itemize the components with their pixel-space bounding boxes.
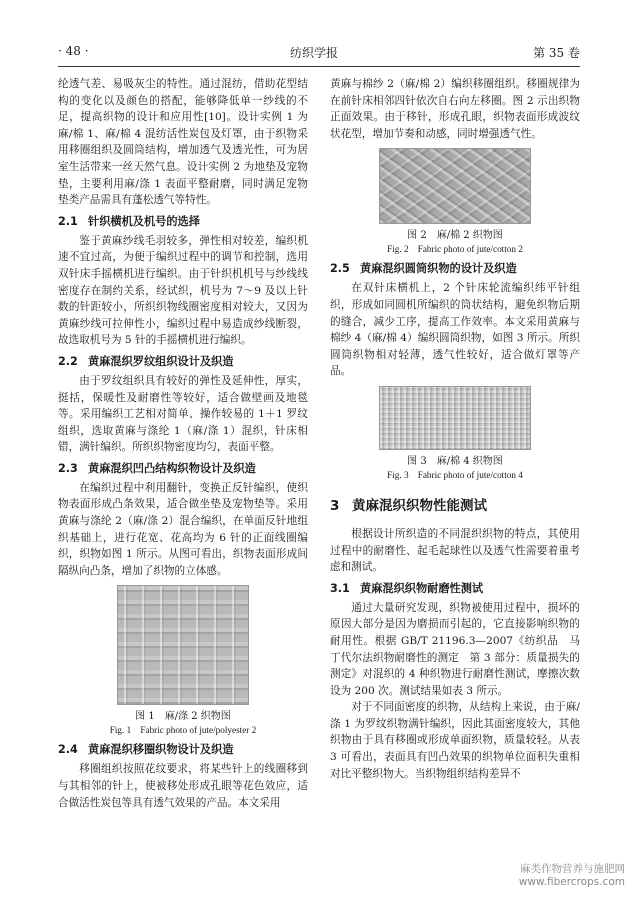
section-heading-2-1: 2.1 针织横机及机号的选择 xyxy=(58,214,200,228)
intro-paragraph: 纶透气差、易吸灰尘的特性。通过混纺，借助花型结构的变化以及颜色的搭配，能够降低单一纱线的不足，提高织物的设计和应用性[10]。设计实例 1 为麻/棉 1、麻/棉 4 混纺活性炭包及灯罩，由于织物采用移圈组织及圆筒结构，增加透气及透光性，可为居室生活带来一丝天然气息。设计实例 2 为地垫及宠物垫，主要利用麻/涤 1 表面平整耐磨，同时满足宠物垫类产品需具有蓬松透气等特性。 xyxy=(58,78,308,207)
section-2-5-paragraph: 在双针床横机上，2 个针床轮流编织纬平针组织，形成如同圆机所编织的筒状结构，避免织物后期的缝合，减少工序，提高工作效率。本文采用黄麻与棉纱 4（麻/棉 4）编织圆筒织物，如图 3 所示。所织圆筒织物相对轻薄，透气性较好，适合做灯罩等产品。 xyxy=(330,282,580,378)
section-2-4-paragraph: 移圈组织按照花纹要求，将某些针上的线圈移到与其相邻的针上，使被移处形成孔眼等花色效应，适合做活性炭包等具有透气效果的产品。本文采用 xyxy=(58,763,308,809)
figure-2-caption-en: Fig. 2 Fabric photo of jute/cotton 2 xyxy=(387,244,523,255)
watermark-url: www.fibercrops.com xyxy=(518,876,625,888)
figure-1-photo xyxy=(117,585,249,705)
section-2-1-paragraph: 鉴于黄麻纱线毛羽较多，弹性相对较差，编织机速不宜过高，为便于编织过程中的调节和控制，选用双针床手摇横机进行编织。由于针织机机号与纱线线密度存在制约关系，经试织，机号为 7～9 及以上针数的针距较小，所织织物线圈密度相对较大，又因为黄麻纱线可拉伸性小，编织过程中易造成纱线断裂，故选取机号为 5 针的手摇横机进行编织。 xyxy=(58,234,308,347)
section-2-4-continued: 黄麻与棉纱 2（麻/棉 2）编织移圈组织。移圈规律为在前针床相邻四针依次自右向左移圈。图 2 示出织物正面效果。由于移针，形成孔眼，织物表面形成波纹状花型，增加节奏和动感，同时增强透气性。 xyxy=(330,78,580,140)
figure-2-caption-cn: 图 2 麻/棉 2 织物图 xyxy=(407,230,503,242)
figure-2-photo xyxy=(379,148,531,224)
section-3-paragraph: 根据设计所织造的不同混织织物的特点，其使用过程中的耐磨性、起毛起球性以及透气性需要着重考虑和测试。 xyxy=(330,527,580,574)
figure-3-photo xyxy=(379,386,531,450)
page-number: · 48 · xyxy=(58,44,89,58)
section-heading-2-4: 2.4 黄麻混织移圈织物设计及织造 xyxy=(58,743,234,757)
section-2-3-paragraph: 在编织过程中利用翻针，变换正反针编织，使织物表面形成凸条效果，适合做坐垫及宠物垫等。采用黄麻与涤纶 2（麻/涤 2）混合编织，在单面反针地组织基础上，进行花宽、花高均为 6 针的正面线圈编织，织物如图 1 所示。从图可看出，织物表面形成间隔纵向凸条，增加了织物的立体感。 xyxy=(58,481,308,577)
volume-label: 第 35 卷 xyxy=(533,46,580,60)
figure-3-caption-en: Fig. 3 Fabric photo of jute/cotton 4 xyxy=(387,469,523,480)
watermark-title: 麻类作物营养与施肥网 xyxy=(520,863,625,875)
watermark xyxy=(519,863,625,889)
section-3-1-paragraph-2: 对于不同面密度的织物，从结构上来说，由于麻/涤 1 为罗纹织物满针编织，因此其面密度较大，其他织物由于具有移圈或形成单面织物，质量较轻。从表 3 可看出，表面具有凹凸效果的织物单位面积失重相对比平整织物大。当织物组织结构差异不 xyxy=(330,701,580,780)
section-heading-2-2: 2.2 黄麻混织罗纹组织设计及织造 xyxy=(58,354,234,368)
section-heading-2-3: 2.3 黄麻混织凹凸结构织物设计及织造 xyxy=(58,461,256,475)
figure-1-caption-en: Fig. 1 Fabric photo of jute/polyester 2 xyxy=(109,725,257,736)
figure-2 xyxy=(330,148,580,256)
figure-1 xyxy=(58,585,308,737)
header-rule xyxy=(58,66,580,67)
section-3-1-paragraph-1: 通过大量研究发现，织物被使用过程中，损坏的原因大部分是因为磨损而引起的，它直接影响织物的耐用性。根据 GB/T 21196.3—2007《纺织品 马丁代尔法织物耐磨性的测定 第 3 部分：质量损失的测定》对混织的 4 种织物进行耐磨性测试，摩擦次数设为 200 次。测试结果如表 3 所示。 xyxy=(330,601,580,697)
figure-1-caption-cn: 图 1 麻/涤 2 织物图 xyxy=(135,711,231,723)
figure-3-caption-cn: 图 3 麻/棉 4 织物图 xyxy=(407,455,503,467)
section-2-2-paragraph: 由于罗纹组织具有较好的弹性及延伸性，厚实，挺括，保暖性及耐磨性等较好，适合做壁画及地毯等。采用编织工艺相对简单、操作较易的 1＋1 罗纹组织，选取黄麻与涤纶 1（麻/涤 1）混织，针床相错，满针编织。所织织物密度均匀，表面平整。 xyxy=(58,374,308,454)
figure-3 xyxy=(330,386,580,482)
section-heading-3-1: 3.1 黄麻混织织物耐磨性测试 xyxy=(330,581,484,595)
left-column xyxy=(58,76,308,811)
section-heading-2-5: 2.5 黄麻混织圆筒织物的设计及织造 xyxy=(330,262,517,276)
right-column xyxy=(330,76,580,782)
section-heading-3: 3 黄麻混织织物性能测试 xyxy=(330,497,487,514)
journal-name: 纺织学报 xyxy=(290,46,339,60)
